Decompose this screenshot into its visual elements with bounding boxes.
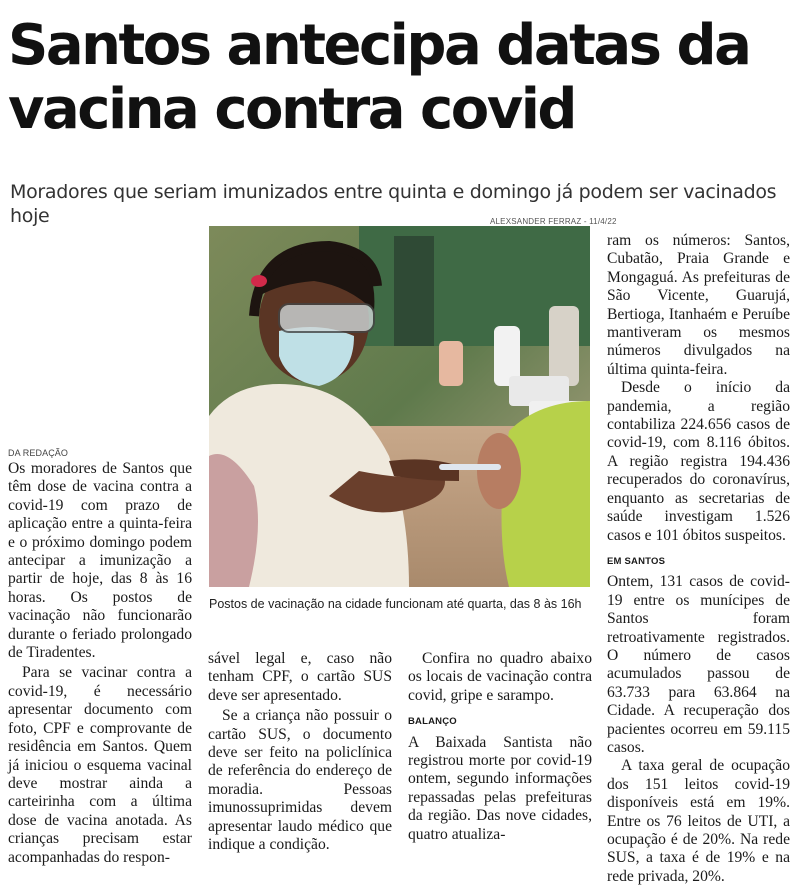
byline: DA REDAÇÃO (8, 448, 69, 458)
article-column-3 (408, 650, 592, 844)
article-column-1 (8, 460, 192, 867)
article-photo (209, 226, 590, 587)
paragraph: Ontem, 131 casos de covid-19 entre os munícipes de Santos foram retroativamente registrados. O número de casos acumulados passou de 63.733 para 63.864 na Cidade. A recuperação dos pacientes ocorreu em 59.115 casos. (607, 573, 790, 756)
article-column-4 (607, 232, 790, 886)
paragraph: A taxa geral de ocupação dos 151 leitos covid-19 disponíveis está em 19%. Entre os 76 leitos de UTI, a ocupação é de 20%. Na rede SUS, a taxa é de 19% e na rede privada, 20%. (607, 757, 790, 885)
paragraph: ram os números: Santos, Cubatão, Praia Grande e Mongaguá. As prefeituras de São Vicente, Guarujá, Bertioga, Itanhaém e Peruíbe mantiveram os mesmos números divulgados na última quinta-feira. (607, 232, 790, 378)
paragraph: A Baixada Santista não registrou morte por covid-19 ontem, segundo informações repassadas pelas prefeituras da região. Das nove cidades, quatro atualiza- (408, 733, 592, 843)
subheadline: Moradores que seriam imunizados entre quinta e domingo já podem ser vacinados hoje (10, 181, 777, 227)
paragraph: Para se vacinar contra a covid-19, é necessário apresentar documento com foto, CPF e comprovante de residência em Santos. Quem já iniciou o esquema vacinal deve mostrar ainda a carteirinha com a última dose de vacina anotada. As crianças precisam estar acompanhadas do respon- (8, 664, 192, 866)
photo-credit: ALEXSANDER FERRAZ - 11/4/22 (490, 217, 617, 226)
headline: Santos antecipa datas da vacina contra covid (8, 13, 750, 142)
section-heading: BALANÇO (408, 716, 457, 728)
paragraph: Desde o início da pandemia, a região contabiliza 224.656 casos de covid-19, com 8.116 óbitos. A região registra 194.436 recuperados do coronavírus, enquanto as secretarias de saúde investigam 1.526 casos e 101 óbitos suspeitos. (607, 379, 790, 544)
paragraph: sável legal e, caso não tenham CPF, o cartão SUS deve ser apresentado. (208, 650, 392, 704)
paragraph: Se a criança não possuir o cartão SUS, o documento deve ser feito na policlínica de referência do endereço de moradia. Pessoas imunossuprimidas devem apresentar laudo médico que indique a condição. (208, 707, 392, 854)
section-heading: EM SANTOS (607, 555, 666, 567)
article-column-2 (208, 650, 392, 854)
paragraph: Os moradores de Santos que têm dose de vacina contra a covid-19 com prazo de aplicação entre a quinta-feira e o próximo domingo podem antecipar a imunização a partir de hoje, das 8 às 16 horas. Os postos de vacinação não funcionarão durante o feriado prolongado de Tiradentes. (8, 460, 192, 662)
photo-caption: Postos de vacinação na cidade funcionam até quarta, das 8 às 16h (209, 597, 582, 611)
paragraph: Confira no quadro abaixo os locais de vacinação contra covid, gripe e sarampo. (408, 650, 592, 704)
